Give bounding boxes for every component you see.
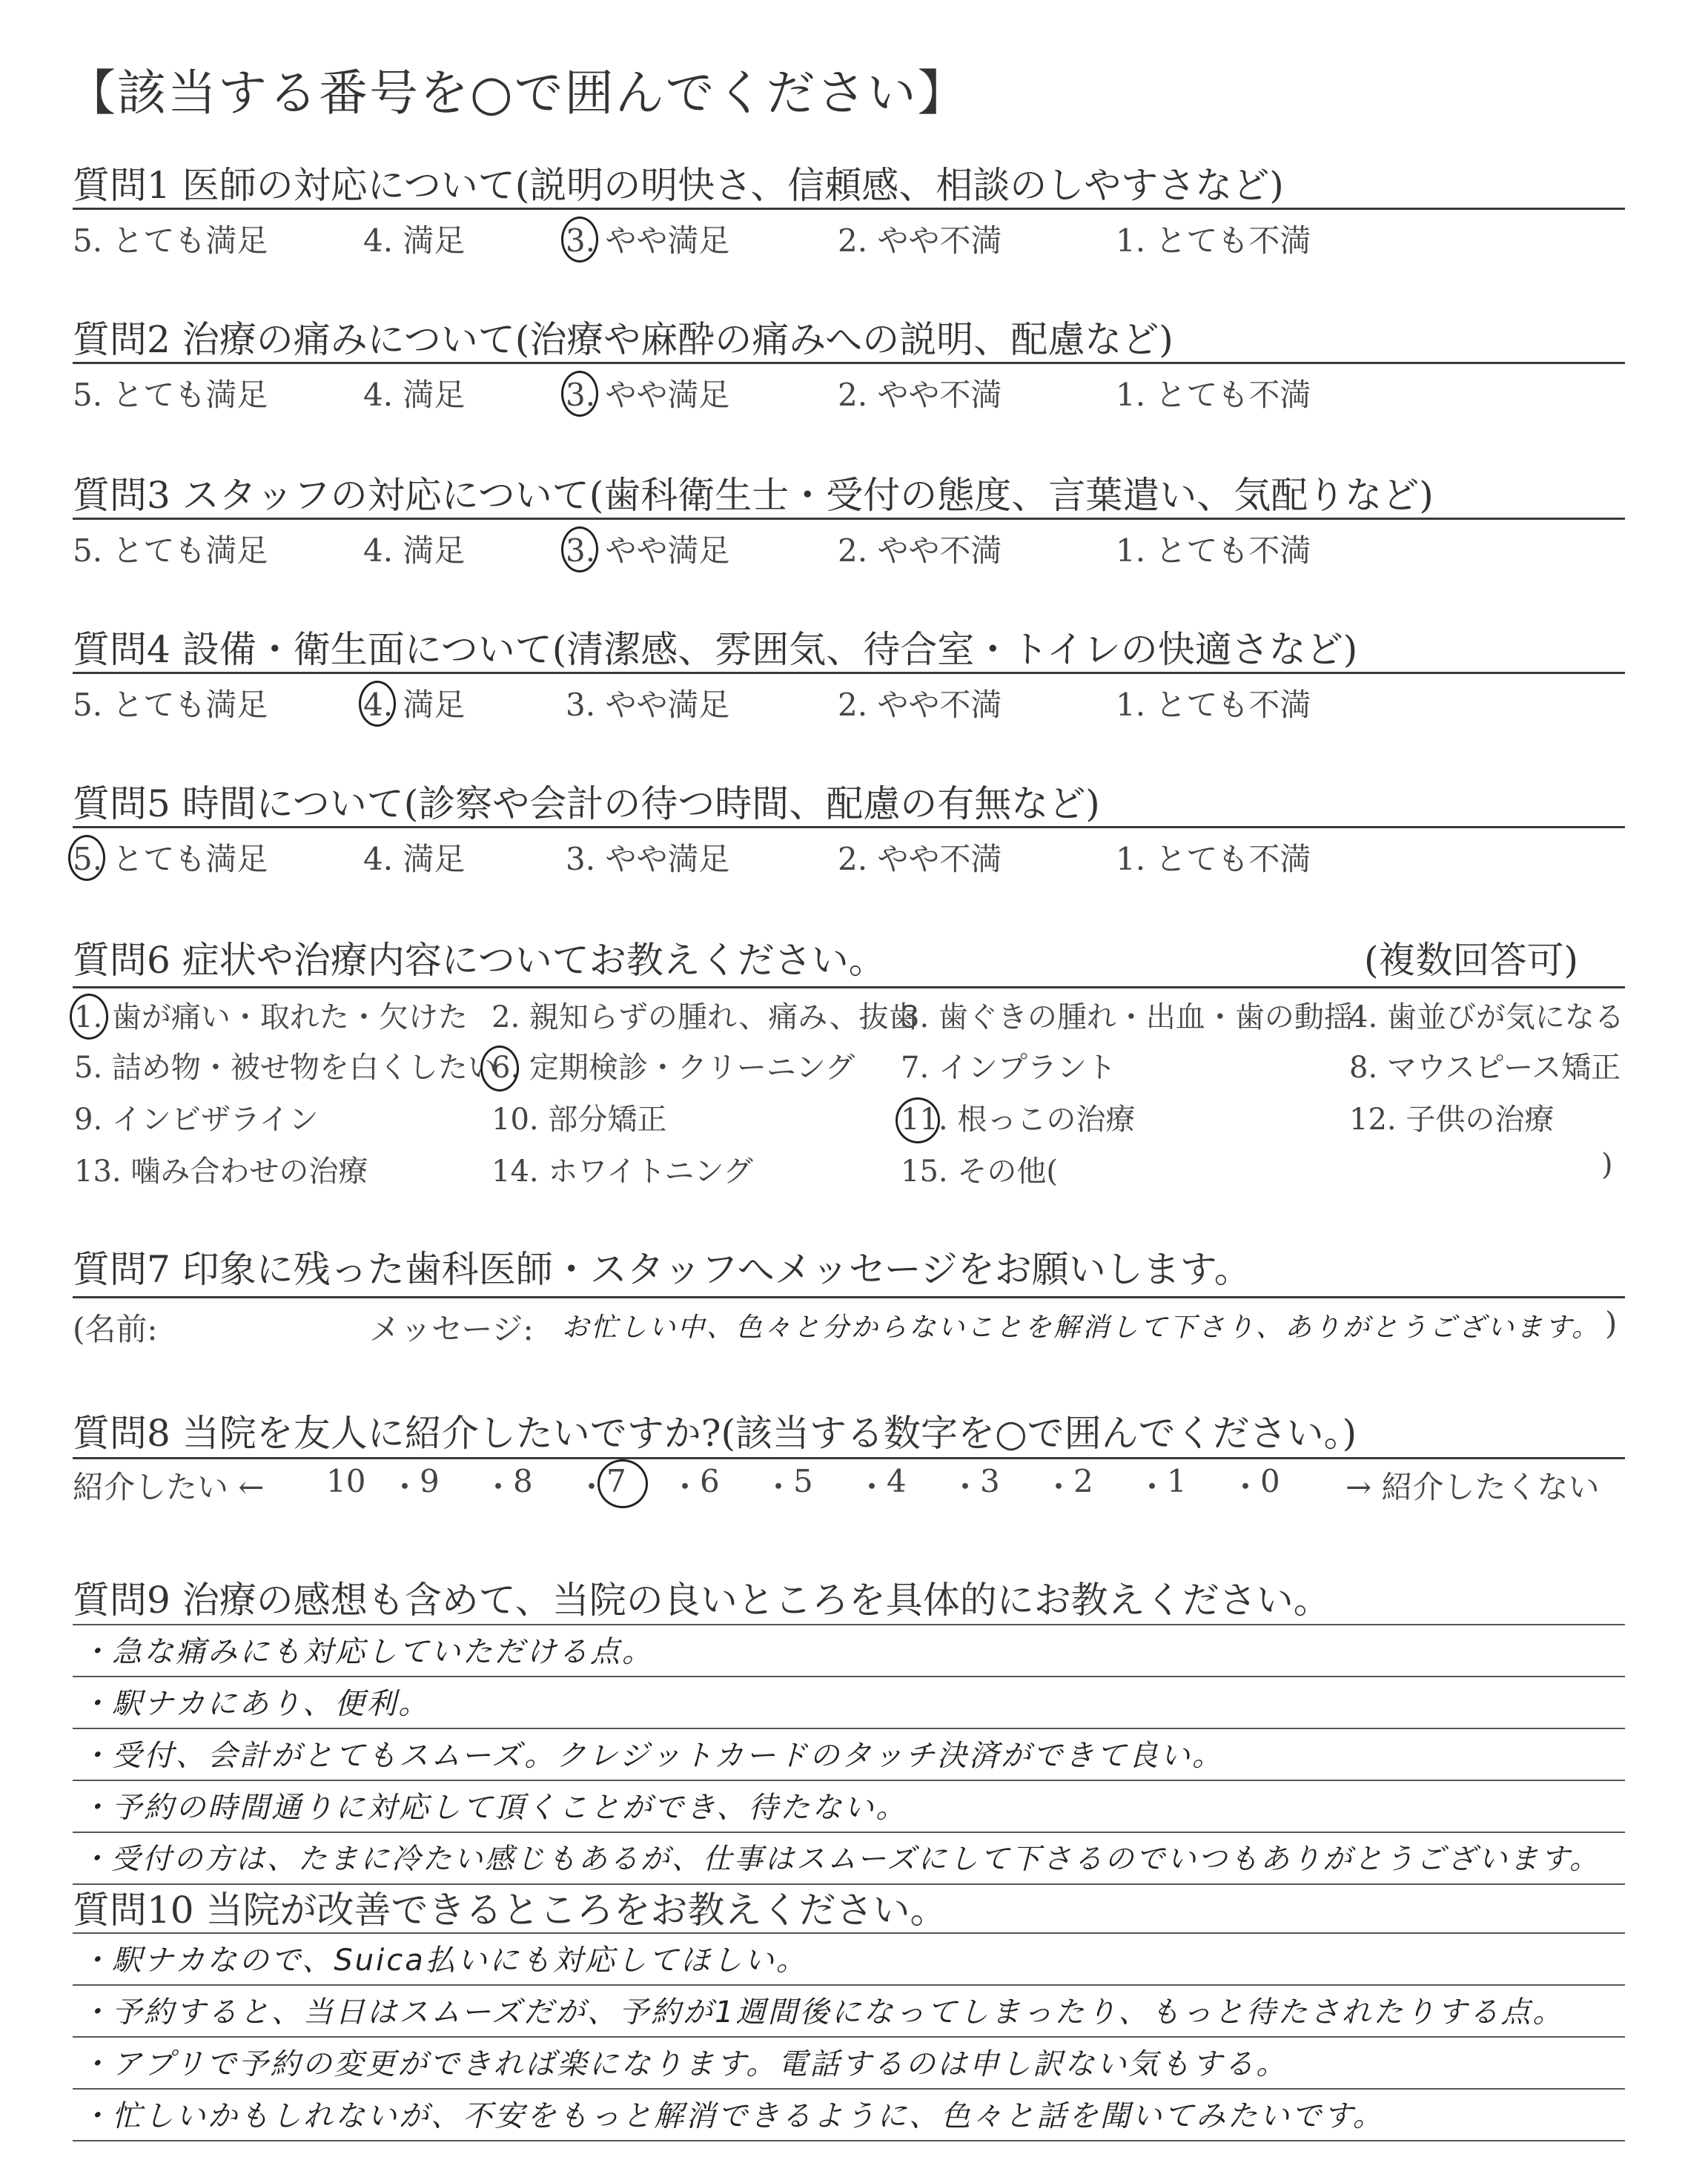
q6-item-7: 7. インプラント <box>901 1051 1116 1085</box>
q4-option-2: 2. やや不満 <box>838 687 1002 723</box>
q9-rule-3 <box>73 1728 1625 1729</box>
q3-option-5: 5. とても満足 <box>73 532 268 569</box>
q9-rule-2 <box>73 1676 1625 1677</box>
q8-scale-0: 0 <box>1260 1463 1280 1499</box>
q6-selected-circle-1 <box>70 994 108 1040</box>
q6-item-6: 6. 定期検診・クリーニング <box>491 1051 855 1085</box>
q6-rule <box>73 986 1625 988</box>
q10-label: 質問10 当院が改善できるところをお教えください。 <box>73 1889 947 1932</box>
q6-item-14: 14. ホワイトニング <box>491 1155 753 1189</box>
q7-message-label: メッセージ: <box>369 1311 534 1347</box>
q8-scale-3: 3 <box>980 1463 1000 1499</box>
q1-option-1: 1. とても不満 <box>1116 222 1311 259</box>
q6-item-2: 2. 親知らずの腫れ、痛み、抜歯 <box>491 1000 918 1034</box>
q5-option-5: 5. とても満足 <box>73 841 268 877</box>
q8-label: 質問8 当院を友人に紹介したいですか?(該当する数字を○で囲んでください。) <box>73 1412 1357 1455</box>
q8-separator: ・ <box>483 1469 514 1505</box>
q3-label: 質問3 スタッフの対応について(歯科衛生士・受付の態度、言葉遣い、気配りなど) <box>73 474 1434 517</box>
q8-selected-circle <box>598 1459 648 1508</box>
q6-note: (複数回答可) <box>1364 939 1579 982</box>
q9-answer-1: ・急な痛みにも対応していただける点。 <box>80 1635 654 1669</box>
q7-rule <box>73 1296 1625 1298</box>
q5-rule <box>73 826 1625 828</box>
q2-selected-circle <box>561 371 598 417</box>
q6-item-3: 3. 歯ぐきの腫れ・出血・歯の動揺 <box>901 1000 1354 1034</box>
q5-option-1: 1. とても不満 <box>1116 841 1311 877</box>
q9-answer-2: ・駅ナカにあり、便利。 <box>80 1687 431 1721</box>
q1-option-4: 4. 満足 <box>363 222 466 259</box>
q7-name-label: (名前: <box>73 1311 158 1347</box>
q5-selected-circle <box>68 835 105 881</box>
q4-option-3: 3. やや満足 <box>566 687 730 723</box>
q8-separator: ・ <box>576 1469 608 1505</box>
q8-separator: ・ <box>856 1469 888 1505</box>
q9-answer-4: ・予約の時間通りに対応して頂くことができ、待たない。 <box>80 1791 908 1825</box>
q2-label: 質問2 治療の痛みについて(治療や麻酔の痛みへの説明、配慮など) <box>73 318 1174 361</box>
q10-answer-3: ・アプリで予約の変更ができれば楽になります。電話するのは申し訳ない気もする。 <box>80 2047 1288 2081</box>
q10-rule-4 <box>73 2088 1625 2090</box>
q8-separator: ・ <box>1230 1469 1262 1505</box>
q1-option-5: 5. とても満足 <box>73 222 268 259</box>
q8-separator: ・ <box>763 1469 795 1505</box>
q1-selected-circle <box>561 217 598 262</box>
q8-rule <box>73 1457 1625 1459</box>
q8-separator: ・ <box>1136 1469 1168 1505</box>
q2-rule <box>73 362 1625 364</box>
q4-label: 質問4 設備・衛生面について(清潔感、雰囲気、待合室・トイレの快適さなど) <box>73 628 1358 671</box>
q10-rule-2 <box>73 1984 1625 1986</box>
q2-option-3: 3. やや満足 <box>566 377 730 413</box>
q6-item-8: 8. マウスピース矯正 <box>1349 1051 1621 1085</box>
q8-scale-2: 2 <box>1073 1463 1093 1499</box>
q6-item-12: 12. 子供の治療 <box>1349 1103 1555 1137</box>
q9-rule-4 <box>73 1780 1625 1781</box>
q8-scale-5: 5 <box>793 1463 813 1499</box>
q2-option-2: 2. やや不満 <box>838 377 1002 413</box>
q6-item-16: ) <box>1601 1148 1613 1182</box>
q6-item-9: 9. インビザライン <box>74 1103 319 1137</box>
q8-scale-10: 10 <box>326 1463 366 1499</box>
q6-item-5: 5. 詰め物・被せ物を白くしたい <box>74 1051 497 1085</box>
q4-selected-circle <box>359 681 396 727</box>
q9-answer-3: ・受付、会計がとてもスムーズ。クレジットカードのタッチ決済ができて良い。 <box>80 1739 1224 1773</box>
q7-message: お忙しい中、色々と分からないことを解消して下さり、ありがとうございます。 <box>562 1312 1601 1343</box>
q7-close-paren: ) <box>1605 1305 1618 1341</box>
q4-option-1: 1. とても不満 <box>1116 687 1311 723</box>
q8-scale-4: 4 <box>887 1463 907 1499</box>
q6-selected-circle-11 <box>896 1097 940 1143</box>
q8-scale-6: 6 <box>700 1463 720 1499</box>
q3-option-3: 3. やや満足 <box>566 532 730 569</box>
q8-scale-7: 7 <box>606 1463 626 1499</box>
q8-separator: ・ <box>669 1469 701 1505</box>
q5-option-3: 3. やや満足 <box>566 841 730 877</box>
q5-label: 質問5 時間について(診察や会計の待つ時間、配慮の有無など) <box>73 782 1100 825</box>
q8-scale-8: 8 <box>513 1463 533 1499</box>
q9-rule-5 <box>73 1832 1625 1833</box>
q1-label: 質問1 医師の対応について(説明の明快さ、信頼感、相談のしやすさなど) <box>73 164 1284 207</box>
q2-option-1: 1. とても不満 <box>1116 377 1311 413</box>
q10-answer-1: ・駅ナカなので、Suica払いにも対応してほしい。 <box>80 1943 808 1978</box>
q6-item-11: 11. 根っこの治療 <box>901 1103 1136 1137</box>
q6-item-13: 13. 噛み合わせの治療 <box>74 1155 368 1189</box>
q10-rule-3 <box>73 2036 1625 2038</box>
q6-item-1: 1. 歯が痛い・取れた・欠けた <box>74 1000 468 1034</box>
q4-rule <box>73 672 1625 674</box>
q10-answer-2: ・予約すると、当日はスムーズだが、予約が1週間後になってしまったり、もっと待たされたりする点。 <box>80 1995 1565 2029</box>
q8-scale-9: 9 <box>420 1463 440 1499</box>
q9-rule-1 <box>73 1624 1625 1625</box>
q8-separator: ・ <box>389 1469 421 1505</box>
q6-selected-circle-6 <box>480 1046 519 1091</box>
q6-item-15: 15. その他( <box>901 1155 1058 1189</box>
q6-label: 質問6 症状や治療内容についてお教えください。 <box>73 939 886 982</box>
q2-option-4: 4. 満足 <box>363 377 466 413</box>
q8-separator: ・ <box>950 1469 982 1505</box>
q8-separator: ・ <box>1043 1469 1075 1505</box>
q10-rule-end <box>73 2140 1625 2141</box>
q9-label: 質問9 治療の感想も含めて、当院の良いところを具体的にお教えください。 <box>73 1579 1331 1622</box>
q1-option-2: 2. やや不満 <box>838 222 1002 259</box>
q3-option-2: 2. やや不満 <box>838 532 1002 569</box>
q8-left-label: 紹介したい ← <box>73 1469 265 1505</box>
q3-option-1: 1. とても不満 <box>1116 532 1311 569</box>
q4-option-4: 4. 満足 <box>363 687 466 723</box>
q10-rule-1 <box>73 1932 1625 1934</box>
q9-answer-5: ・受付の方は、たまに冷たい感じもあるが、仕事はスムーズにして下さるのでいつもありがとうございます。 <box>80 1843 1601 1876</box>
q10-answer-4: ・忙しいかもしれないが、不安をもっと解消できるように、色々と話を聞いてみたいです。 <box>80 2099 1385 2133</box>
q3-selected-circle <box>561 526 598 572</box>
q6-item-10: 10. 部分矯正 <box>491 1103 667 1137</box>
q6-item-4: 4. 歯並びが気になる <box>1349 1000 1624 1034</box>
q7-label: 質問7 印象に残った歯科医師・スタッフへメッセージをお願いします。 <box>73 1248 1251 1291</box>
q8-right-label: → 紹介したくない <box>1345 1469 1600 1505</box>
q2-option-5: 5. とても満足 <box>73 377 268 413</box>
q5-option-4: 4. 満足 <box>363 841 466 877</box>
page-title: 【該当する番号を○で囲んでください】 <box>67 65 968 122</box>
q3-rule <box>73 518 1625 520</box>
q1-option-3: 3. やや満足 <box>566 222 730 259</box>
q8-scale-1: 1 <box>1167 1463 1187 1499</box>
q4-option-5: 5. とても満足 <box>73 687 268 723</box>
q1-rule <box>73 208 1625 210</box>
q5-option-2: 2. やや不満 <box>838 841 1002 877</box>
q3-option-4: 4. 満足 <box>363 532 466 569</box>
